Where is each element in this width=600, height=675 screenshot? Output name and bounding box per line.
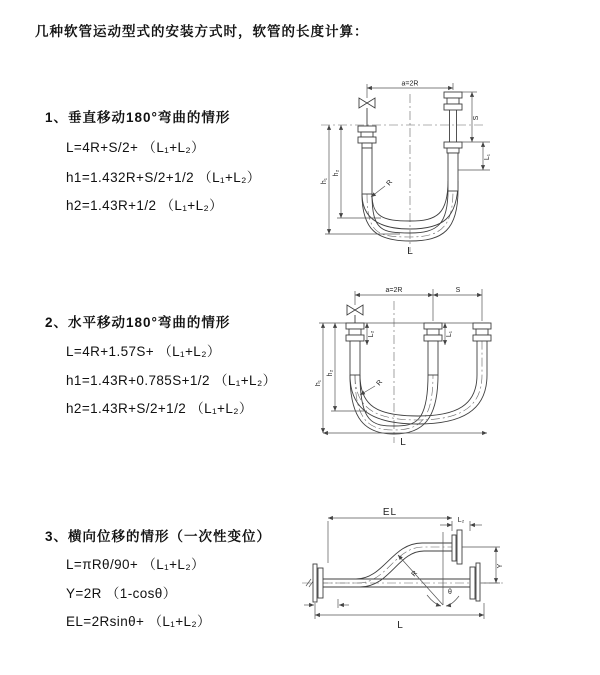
- dimension-length: [323, 433, 487, 448]
- label-radius: R: [410, 569, 420, 579]
- dimension-l2: [367, 323, 375, 345]
- label-length: L: [400, 437, 406, 448]
- dimension-l1: [458, 142, 491, 170]
- label-y: Y: [497, 563, 504, 569]
- dimension-l1-fitting: [304, 599, 349, 608]
- section-2-formula-h2: h2=1.43R+S/2+1/2 （L₁+L₂）: [66, 401, 253, 416]
- label-radius: R: [385, 178, 395, 188]
- moving-end-fitting-pos2: [473, 323, 491, 341]
- section-1-heading: 1、垂直移动180°弯曲的情形: [45, 110, 231, 125]
- section-1-formula-l: L=4R+S/2+ （L₁+L₂）: [66, 140, 205, 155]
- label-l1: L₁: [484, 153, 491, 161]
- centerlines: [321, 94, 485, 252]
- section-3-heading: 3、横向位移的情形（一次性变位）: [45, 529, 272, 544]
- section-1-formula-h2: h2=1.43R+1/2 （L₁+L₂）: [66, 198, 224, 213]
- label-l2: L₂: [368, 330, 375, 338]
- section-2-formula-l: L=4R+1.57S+ （L₁+L₂）: [66, 344, 221, 359]
- diagram-lateral-displacement: [300, 505, 595, 645]
- dimension-s: [462, 92, 490, 142]
- radius-callout: [371, 179, 394, 197]
- valve-icon: [347, 291, 363, 323]
- dimension-l1: [445, 323, 453, 345]
- diagram-horizontal-180-bend: [315, 283, 590, 448]
- label-l2: L₂: [457, 517, 465, 524]
- dimension-top-span: [355, 287, 482, 321]
- dimension-h1: [315, 323, 323, 433]
- upper-flange: [452, 530, 462, 564]
- label-a-2r: a=2R: [401, 80, 419, 88]
- label-s: S: [473, 115, 480, 121]
- label-h2: h₂: [327, 369, 334, 377]
- section-3-formula-y: Y=2R （1-cosθ）: [66, 586, 177, 601]
- right-end-fitting: [444, 92, 462, 191]
- left-end-fitting: [358, 126, 376, 194]
- section-3-formula-el: EL=2Rsinθ+ （L₁+L₂）: [66, 614, 211, 629]
- left-flange: [313, 564, 323, 602]
- right-flange: [470, 563, 480, 601]
- section-2-heading: 2、水平移动180°弯曲的情形: [45, 315, 231, 330]
- diagram-vertical-180-bend: [315, 78, 590, 258]
- moving-end-fitting-pos1: [424, 323, 442, 375]
- page-title: 几种软管运动型式的安装方式时，软管的长度计算：: [35, 24, 369, 39]
- label-h1: h₁: [315, 379, 322, 387]
- fixed-end-fitting: [346, 323, 364, 375]
- centerlines: [319, 301, 489, 443]
- label-length: L: [407, 246, 413, 257]
- hose-displaced-position: [323, 543, 452, 587]
- dimension-el: [328, 507, 452, 563]
- valve-icon: [359, 84, 375, 126]
- dimension-l2: [440, 517, 482, 531]
- label-l1: L₁: [446, 330, 453, 338]
- label-h1: h₁: [321, 177, 328, 185]
- section-3-formula-l: L=πRθ/90+ （L₁+L₂）: [66, 557, 205, 572]
- section-1-formula-h1: h1=1.432R+S/2+1/2 （L₁+L₂）: [66, 170, 261, 185]
- label-a-2r: a=2R: [385, 287, 403, 294]
- label-length: L: [397, 620, 403, 631]
- label-theta: θ: [448, 589, 452, 596]
- section-2-formula-h1: h1=1.43R+0.785S+1/2 （L₁+L₂）: [66, 373, 277, 388]
- label-s: S: [455, 287, 461, 294]
- label-el: EL: [382, 507, 398, 518]
- label-radius: R: [375, 378, 385, 388]
- dimension-y: [462, 547, 504, 583]
- hose-loops: [350, 341, 487, 434]
- dimension-top-span: [367, 81, 453, 91]
- radius-callout: [360, 379, 384, 395]
- label-h2: h₂: [333, 169, 340, 177]
- dimension-length: [315, 603, 484, 631]
